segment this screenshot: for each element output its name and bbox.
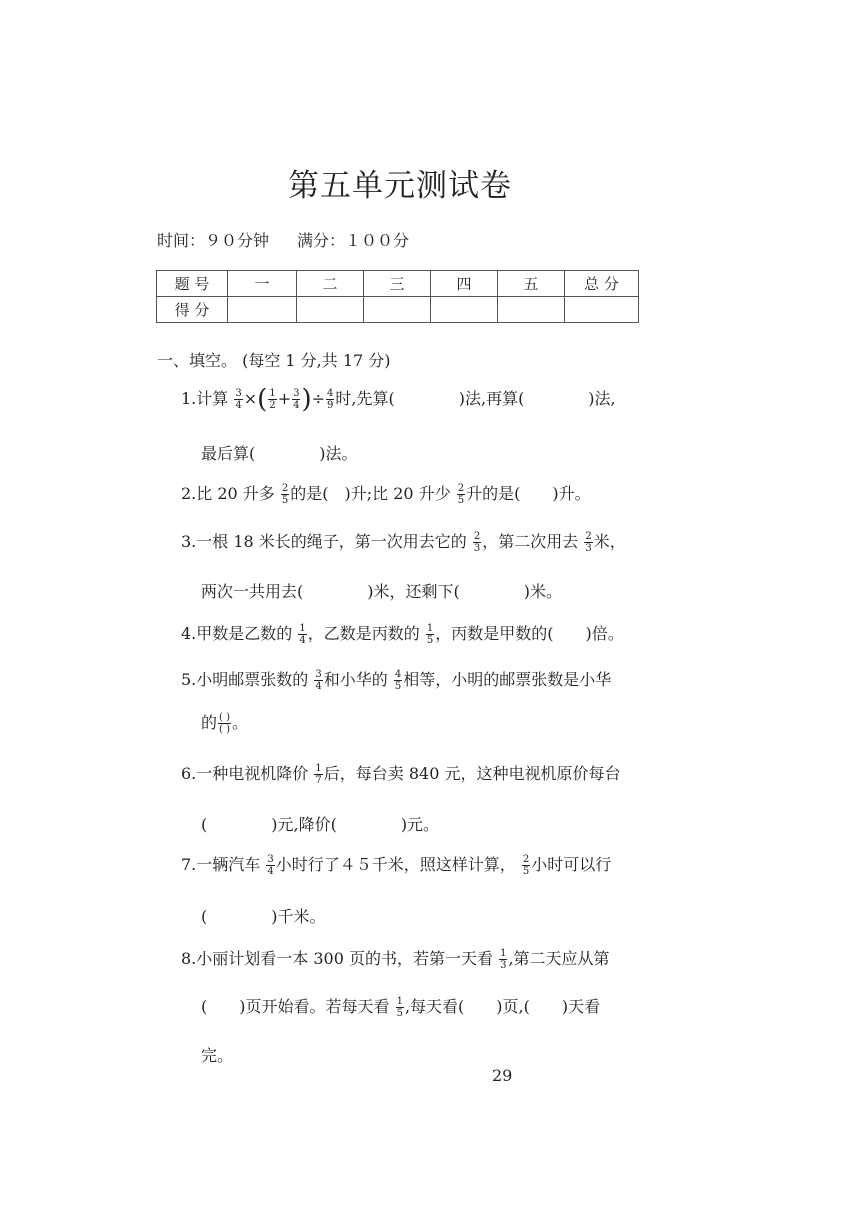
numerator: 2	[281, 483, 289, 494]
operator: ×	[243, 389, 258, 408]
right-paren: )	[301, 384, 312, 415]
question-text: 时,先算( )法,再算( )法,	[335, 389, 616, 408]
header-cell: 四	[431, 271, 498, 297]
denominator: 5	[394, 681, 402, 692]
fraction	[394, 669, 402, 692]
score-cell[interactable]	[297, 297, 364, 323]
question-text: 甲数是乙数的	[196, 624, 293, 643]
header-cell: 三	[364, 271, 431, 297]
numerator: 1	[396, 996, 403, 1007]
denominator: 7	[315, 775, 322, 786]
section-heading: 一、填空。 (每空 1 分,共 17 分)	[157, 351, 391, 370]
question-8-line-3: 完。	[201, 1046, 234, 1065]
question-text: 一种电视机降价	[196, 764, 309, 783]
denominator: 4	[299, 635, 306, 646]
question-number: 4.	[181, 624, 197, 643]
fraction	[314, 669, 322, 692]
numerator: 1	[500, 948, 507, 959]
question-text: 小时可以行	[531, 855, 612, 874]
denominator: 3	[585, 543, 592, 554]
denominator: 5	[281, 495, 289, 506]
full-score: 满分：１００分	[297, 231, 410, 250]
question-5	[181, 667, 611, 692]
question-3	[181, 529, 626, 554]
question-text: 一根 18 米长的绳子，第一次用去它的	[196, 532, 467, 551]
question-5-line-2	[201, 710, 248, 735]
question-text: ，乙数是丙数的	[307, 624, 420, 643]
question-1	[181, 386, 616, 413]
question-text: 小时行了４５千米，照这样计算，	[275, 855, 516, 874]
fraction	[457, 483, 465, 506]
fraction	[396, 996, 404, 1019]
numerator: 3	[267, 854, 274, 865]
header-cell: 五	[498, 271, 565, 297]
numerator: 3	[315, 669, 322, 680]
question-3-line-2: 两次一共用去( )米，还剩下( )米。	[201, 582, 562, 601]
row-label: 得 分	[157, 297, 228, 323]
header-cell: 一	[228, 271, 297, 297]
question-number: 5.	[181, 670, 197, 689]
question-text: ，第二次用去	[482, 532, 579, 551]
question-7-line-2: ( )千米。	[201, 907, 326, 926]
question-text: 升的是( )升。	[466, 484, 591, 503]
fraction	[473, 531, 481, 554]
question-text: 小丽计划看一本 300 页的书，若第一天看	[196, 949, 493, 968]
header-cell: 二	[297, 271, 364, 297]
denominator: 4	[293, 400, 300, 411]
question-text: 一辆汽车	[196, 855, 261, 874]
page-title: 第五单元测试卷	[288, 168, 512, 204]
question-text: 的是( )升;比 20 升少	[290, 484, 451, 503]
question-text: ,第二天应从第	[508, 949, 610, 968]
question-number: 7.	[181, 855, 197, 874]
denominator: 4	[267, 866, 274, 877]
exam-info	[157, 228, 409, 251]
numerator: 2	[522, 854, 530, 865]
question-number: 8.	[181, 949, 197, 968]
numerator-blank: ( )	[219, 712, 230, 723]
question-text: 和小华的	[323, 670, 388, 689]
score-cell[interactable]	[565, 297, 639, 323]
question-text: 。	[232, 713, 249, 732]
fraction	[522, 854, 530, 877]
question-7	[181, 852, 611, 877]
question-text: 计算	[196, 389, 229, 408]
fraction	[234, 388, 242, 411]
denominator: 3	[500, 960, 507, 971]
question-text: 小明邮票张数的	[196, 670, 309, 689]
denominator: 5	[426, 635, 434, 646]
numerator: 2	[585, 531, 592, 542]
score-table-score-row	[157, 297, 639, 323]
header-cell: 题 号	[157, 271, 228, 297]
denominator: 5	[457, 495, 465, 506]
score-cell[interactable]	[228, 297, 297, 323]
numerator: 1	[426, 623, 434, 634]
numerator: 1	[315, 763, 322, 774]
fraction	[292, 388, 300, 411]
question-text: ,每天看( )页,( )天看	[404, 997, 601, 1016]
question-text: 相等，小明的邮票张数是小华	[403, 670, 612, 689]
score-cell[interactable]	[498, 297, 565, 323]
question-6-line-2: ( )元,降价( )元。	[201, 815, 440, 834]
question-8	[181, 946, 610, 971]
denominator-blank: ( )	[219, 724, 230, 735]
operator: ÷	[311, 389, 326, 408]
numerator: 2	[473, 531, 481, 542]
denominator: 5	[396, 1008, 403, 1019]
answer-fraction[interactable]	[218, 712, 231, 735]
fraction	[268, 388, 276, 411]
question-text: 米，	[593, 532, 626, 551]
question-text: ( )页开始看。若每天看	[201, 997, 390, 1016]
numerator: 3	[293, 388, 300, 399]
denominator: 2	[269, 400, 276, 411]
fraction	[266, 854, 274, 877]
question-number: 6.	[181, 764, 197, 783]
page-number: 29	[492, 1066, 513, 1085]
question-2	[181, 481, 591, 506]
question-8-line-2	[201, 994, 600, 1019]
question-text: 的	[201, 713, 218, 732]
score-cell[interactable]	[364, 297, 431, 323]
numerator: 3	[235, 388, 242, 399]
time-limit: 时间：９０分钟	[157, 231, 270, 250]
numerator: 4	[327, 388, 334, 399]
operator: +	[277, 389, 292, 408]
fraction	[499, 948, 507, 971]
left-paren: (	[257, 384, 268, 415]
question-number: 1.	[181, 389, 197, 408]
score-table	[156, 270, 639, 323]
fraction	[314, 763, 322, 786]
fraction	[584, 531, 592, 554]
question-text: 比 20 升多	[196, 484, 275, 503]
question-1-line-2: 最后算( )法。	[201, 444, 358, 463]
question-text: 后，每台卖 840 元，这种电视机原价每台	[323, 764, 621, 783]
fraction	[281, 483, 289, 506]
denominator: 3	[473, 543, 481, 554]
numerator: 1	[299, 623, 306, 634]
fraction	[298, 623, 306, 646]
fraction	[426, 623, 434, 646]
header-cell: 总 分	[565, 271, 639, 297]
fraction	[326, 388, 334, 411]
denominator: 9	[327, 400, 334, 411]
denominator: 4	[235, 400, 242, 411]
numerator: 4	[394, 669, 402, 680]
denominator: 5	[522, 866, 530, 877]
numerator: 2	[457, 483, 465, 494]
question-6	[181, 761, 620, 786]
question-number: 3.	[181, 532, 197, 551]
denominator: 4	[315, 681, 322, 692]
question-text: ，丙数是甲数的( )倍。	[435, 624, 624, 643]
score-cell[interactable]	[431, 297, 498, 323]
question-4	[181, 621, 624, 646]
question-number: 2.	[181, 484, 197, 503]
numerator: 1	[269, 388, 276, 399]
score-table-header-row	[157, 271, 639, 297]
